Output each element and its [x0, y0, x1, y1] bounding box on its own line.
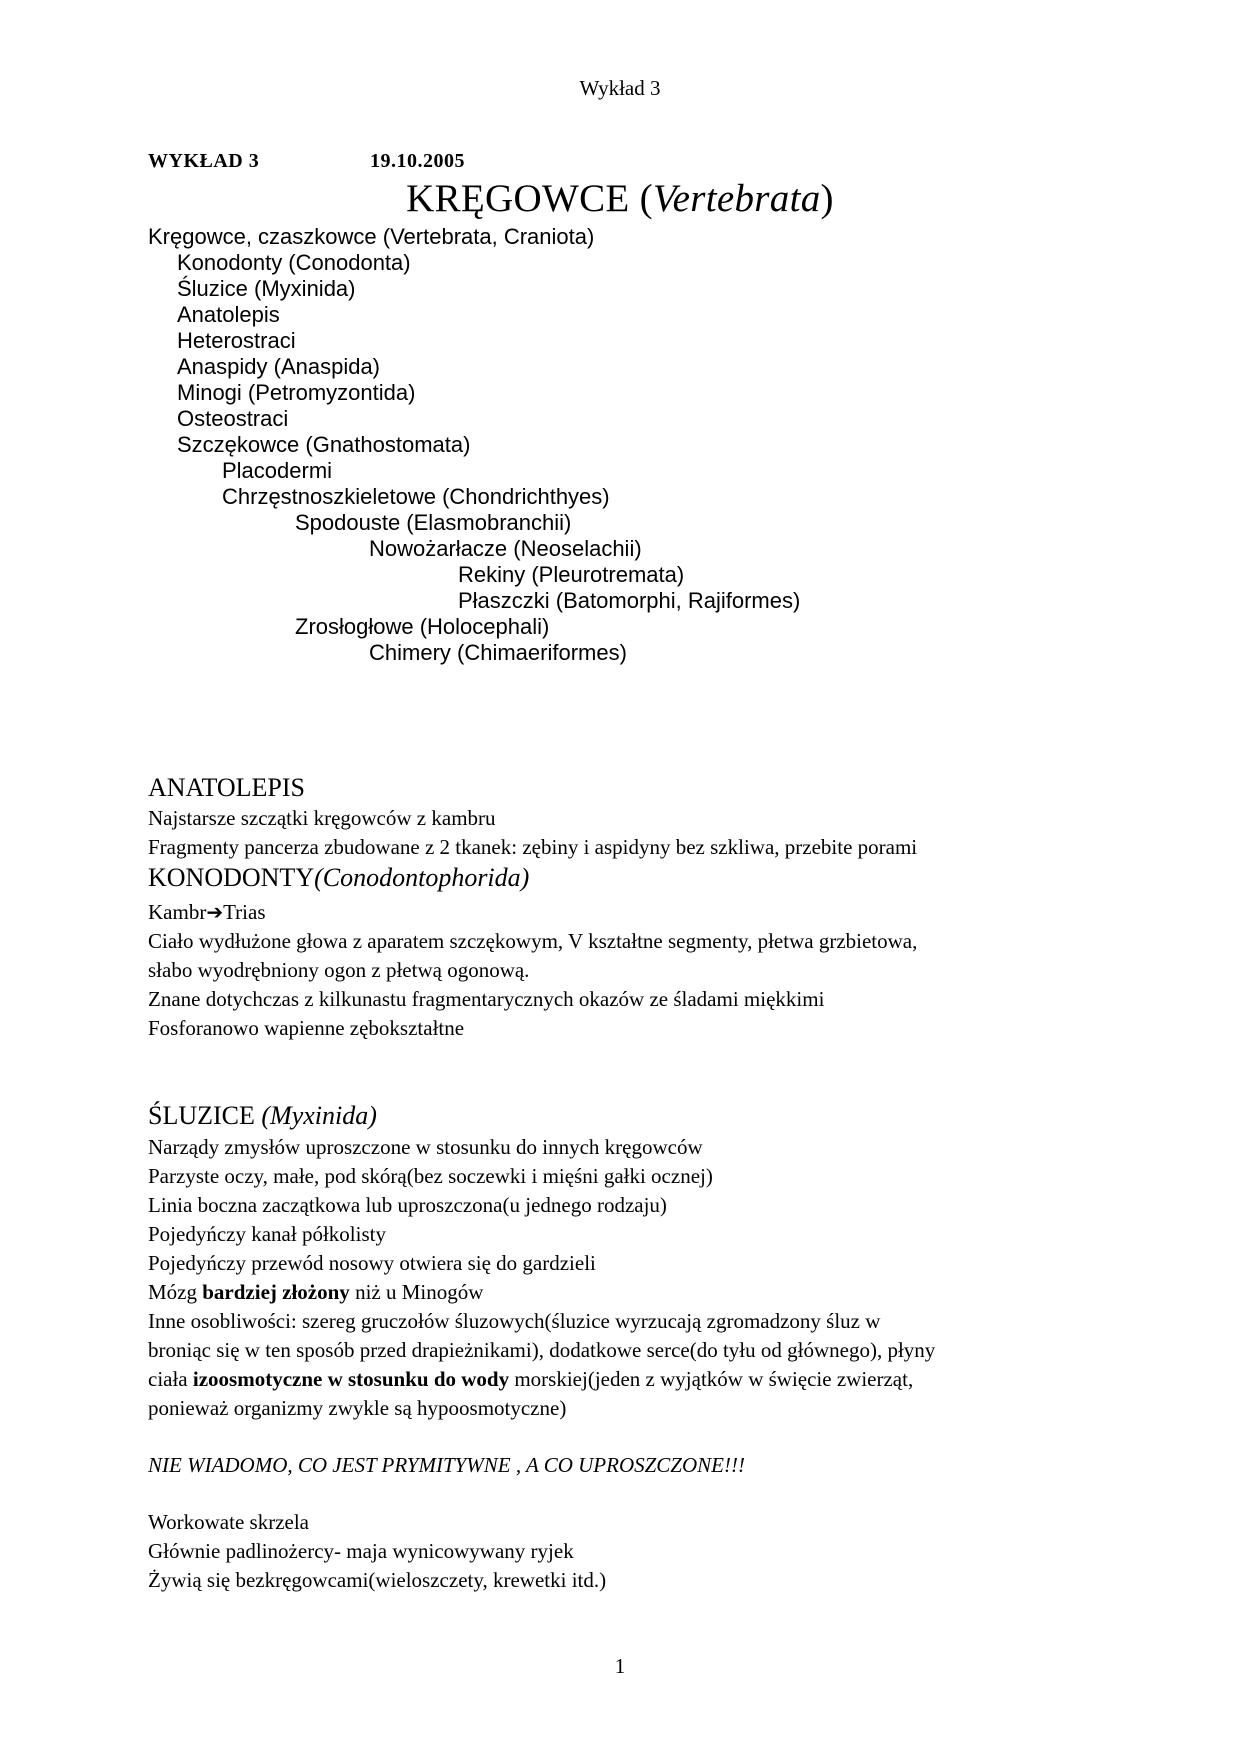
text-segment: ciała — [148, 1367, 193, 1391]
text-line: Inne osobliwości: szereg gruczołów śluzowych(śluzice wyrzucają zgromadzony śluz w — [148, 1309, 881, 1333]
taxonomy-item: Heterostraci — [177, 328, 296, 353]
taxonomy-item: Szczękowce (Gnathostomata) — [177, 432, 471, 457]
text-line: Fragmenty pancerza zbudowane z 2 tkanek: zębiny i aspidyny bez szkliwa, przebite porami — [148, 835, 918, 859]
text-line: Linia boczna zaczątkowa lub uproszczona(u jednego rodzaju) — [148, 1193, 667, 1217]
bold-segment: izoosmotyczne w stosunku do wody — [192, 1367, 510, 1391]
text-line: Pojedyńczy kanał półkolisty — [148, 1222, 386, 1246]
page-title — [0, 176, 1240, 221]
text-line: Fosforanowo wapienne zębokształtne — [148, 1016, 465, 1040]
period-end: Trias — [223, 900, 266, 924]
title-close: ) — [820, 177, 834, 220]
taxonomy-item: Kręgowce, czaszkowce (Vertebrata, Craniota) — [148, 224, 595, 249]
text-line: ponieważ organizmy zwykle są hypoosmotyczne) — [148, 1396, 567, 1420]
heading-latin: (Conodontophorida) — [314, 863, 530, 892]
taxonomy-item: Nowożarłacze (Neoselachii) — [369, 536, 642, 561]
running-header: Wykład 3 — [579, 76, 661, 100]
taxonomy-item: Osteostraci — [177, 406, 289, 431]
period-start: Kambr — [148, 900, 207, 924]
text-segment: Mózg — [148, 1280, 203, 1304]
taxonomy-item: Minogi (Petromyzontida) — [177, 380, 416, 405]
text-line-brain — [148, 1280, 483, 1305]
bold-segment: bardziej złożony — [202, 1280, 350, 1304]
taxonomy-item: Zrosłogłowe (Holocephali) — [295, 614, 550, 639]
title-latin: Vertebrata — [652, 177, 821, 220]
arrow-right-icon: ➔ — [206, 900, 224, 924]
title-main: KRĘGOWCE ( — [406, 177, 653, 220]
section-heading-sluzice — [148, 1101, 377, 1131]
taxonomy-item: Chimery (Chimaeriformes) — [369, 640, 627, 665]
text-line: słabo wyodrębniony ogon z płetwą ogonową. — [148, 958, 530, 982]
text-line-izoosmotyczne — [148, 1367, 913, 1392]
taxonomy-item: Płaszczki (Batomorphi, Rajiformes) — [458, 588, 801, 613]
text-line: Żywią się bezkręgowcami(wieloszczety, krewetki itd.) — [148, 1568, 607, 1592]
text-segment: morskiej(jeden z wyjątków w święcie zwierząt, — [509, 1367, 914, 1391]
taxonomy-item: Rekiny (Pleurotremata) — [458, 562, 685, 587]
taxonomy-item: Śluzice (Myxinida) — [177, 276, 356, 301]
text-line: Workowate skrzela — [148, 1510, 309, 1534]
emphasis-note — [148, 1453, 745, 1478]
taxonomy-item: Anaspidy (Anaspida) — [177, 354, 381, 379]
text-line: Ciało wydłużone głowa z aparatem szczękowym, V kształtne segmenty, płetwa grzbietowa, — [148, 929, 918, 953]
section-heading-konodonty — [148, 863, 529, 893]
page-number: 1 — [614, 1654, 626, 1678]
text-line: Głównie padlinożercy- maja wynicowywany ryjek — [148, 1539, 574, 1563]
text-line: Pojedyńczy przewód nosowy otwiera się do gardzieli — [148, 1251, 596, 1275]
section-heading-anatolepis: ANATOLEPIS — [148, 773, 305, 802]
taxonomy-item: Konodonty (Conodonta) — [177, 250, 411, 275]
lecture-label: WYKŁAD 3 — [148, 150, 260, 172]
lecture-date: 19.10.2005 — [370, 150, 465, 172]
text-segment: niż u Minogów — [349, 1280, 484, 1304]
text-line: Narządy zmysłów uproszczone w stosunku do innych kręgowców — [148, 1135, 703, 1159]
heading-text: KONODONTY — [148, 863, 315, 892]
heading-latin: (Myxinida) — [261, 1101, 377, 1130]
note-text: NIE WIADOMO, CO JEST PRYMITYWNE , A CO UPROSZCZONE!!! — [148, 1453, 745, 1477]
taxonomy-item: Spodouste (Elasmobranchii) — [295, 510, 572, 535]
taxonomy-item: Placodermi — [222, 458, 333, 483]
text-line: Najstarsze szczątki kręgowców z kambru — [148, 806, 496, 830]
period-line — [148, 900, 266, 925]
text-line: broniąc się w ten sposób przed drapieżnikami), dodatkowe serce(do tyłu od głównego), płyny — [148, 1338, 936, 1362]
heading-text: ŚLUZICE — [148, 1101, 262, 1130]
taxonomy-item: Anatolepis — [177, 302, 280, 327]
text-line: Parzyste oczy, małe, pod skórą(bez soczewki i mięśni gałki ocznej) — [148, 1164, 713, 1188]
lecture-date-line — [148, 150, 465, 173]
taxonomy-item: Chrzęstnoszkieletowe (Chondrichthyes) — [222, 484, 610, 509]
text-line: Znane dotychczas z kilkunastu fragmentarycznych okazów ze śladami miękkimi — [148, 987, 825, 1011]
